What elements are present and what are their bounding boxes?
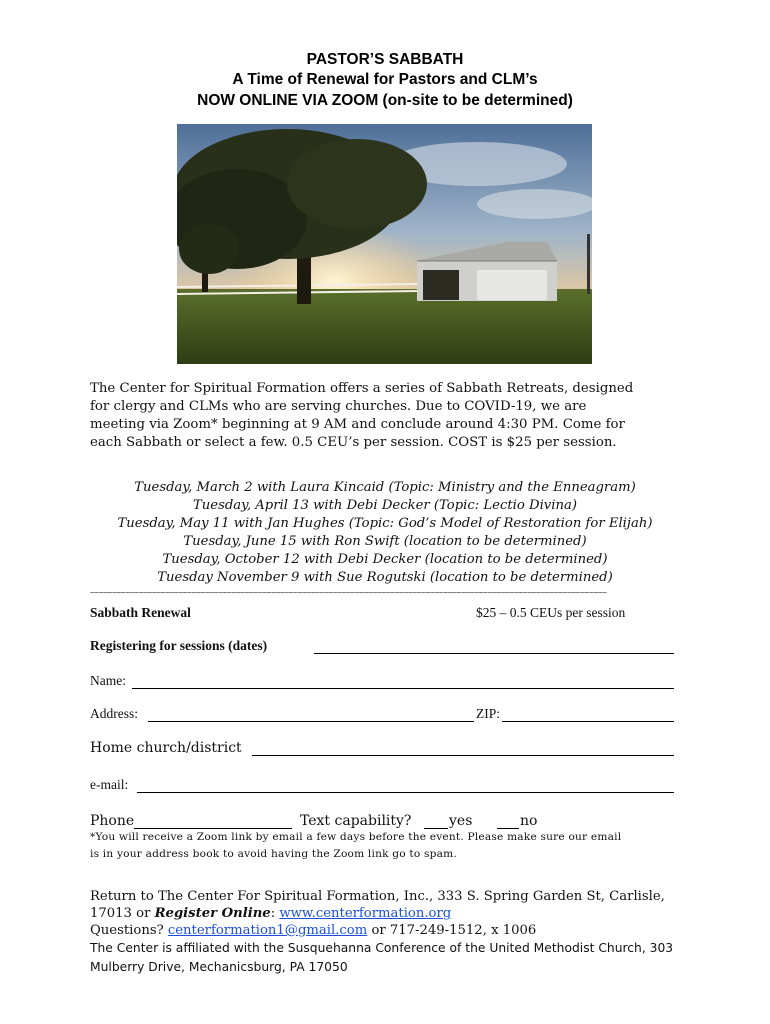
barn-sunset-photo [177, 124, 592, 364]
phone-text: or 717-249-1512, x 1006 [367, 923, 537, 938]
intro-line: each Sabbath or select a few. 0.5 CEU’s per session. COST is $25 per session. [90, 435, 617, 450]
sessions-label: Registering for sessions (dates) [90, 638, 268, 653]
text-capability-label: Text capability? [300, 813, 412, 829]
title-line-1: PASTOR’S SABBATH [306, 51, 464, 68]
schedule-item: Tuesday, June 15 with Ron Swift (location to be determined) [183, 534, 587, 549]
intro-paragraph [90, 380, 690, 452]
price-label: $25 – 0.5 CEUs per session [476, 605, 626, 620]
address-input[interactable] [148, 708, 474, 722]
colon: : [270, 906, 280, 921]
yes-label: yes [449, 813, 473, 829]
zip-label: ZIP: [476, 706, 501, 721]
zoom-note-line: is in your address book to avoid having the Zoom link go to spam. [90, 848, 457, 860]
phone-input[interactable] [134, 815, 292, 829]
email-input[interactable] [137, 779, 674, 793]
schedule-item: Tuesday November 9 with Sue Rogutski (location to be determined) [157, 570, 613, 585]
sessions-input[interactable] [314, 640, 674, 654]
register-online-label: Register Online [154, 906, 271, 921]
title-line-2: A Time of Renewal for Pastors and CLM’s [232, 71, 538, 88]
website-link[interactable]: www.centerformation.org [279, 906, 452, 921]
title-line-3: NOW ONLINE VIA ZOOM (on-site to be determined) [197, 92, 573, 109]
church-label: Home church/district [90, 740, 242, 756]
intro-line: for clergy and CLMs who are serving churches. Due to COVID-19, we are [90, 399, 587, 414]
return-line-1: Return to The Center For Spiritual Formation, Inc., 333 S. Spring Garden St, Carlisle, [90, 889, 665, 904]
zoom-note-line: *You will receive a Zoom link by email a few days before the event. Please make sure our email [90, 831, 622, 843]
questions-prefix: Questions? [90, 923, 168, 938]
affiliation-line-2: Mulberry Drive, Mechanicsburg, PA 17050 [90, 960, 348, 974]
schedule-item: Tuesday, May 11 with Jan Hughes (Topic: God’s Model of Restoration for Elijah) [117, 516, 653, 531]
intro-line: meeting via Zoom* beginning at 9 AM and conclude around 4:30 PM. Come for [90, 417, 625, 432]
schedule-item: Tuesday, March 2 with Laura Kincaid (Topic: Ministry and the Enneagram) [134, 480, 636, 495]
return-line-2 [90, 906, 451, 921]
yes-checkbox[interactable] [424, 815, 448, 829]
no-checkbox[interactable] [497, 815, 519, 829]
tilde-divider: ~~~~~~~~~~~~~~~~~~~~~~~~~~~~~~~~~~~~~~~~~~~~~~~~~~~~~~~~~~~~~~~~~~~~~~~~~~~~~~~~~~~~~~~~~~~~~~~~~~~~~~~~~~~~~~~~~~~~~ [90, 588, 607, 597]
name-input[interactable] [132, 675, 674, 689]
name-label: Name: [90, 673, 126, 688]
zoom-note [90, 829, 690, 863]
schedule-item: Tuesday, October 12 with Debi Decker (location to be determined) [162, 552, 608, 567]
schedule-item: Tuesday, April 13 with Debi Decker (Topic: Lectio Divina) [193, 498, 577, 513]
return-prefix: 17013 or [90, 906, 155, 921]
intro-line: The Center for Spiritual Formation offers a series of Sabbath Retreats, designed [90, 381, 634, 396]
zip-input[interactable] [502, 708, 674, 722]
section-title: Sabbath Renewal [90, 605, 191, 620]
no-label: no [520, 813, 538, 829]
email-label: e-mail: [90, 777, 129, 792]
church-input[interactable] [252, 742, 674, 756]
affiliation-line-1: The Center is affiliated with the Susquehanna Conference of the United Methodist Church, 303 [90, 941, 674, 955]
questions-line [90, 923, 536, 938]
email-link[interactable]: centerformation1@gmail.com [167, 923, 368, 938]
address-label: Address: [90, 706, 138, 721]
phone-label: Phone [90, 813, 135, 829]
